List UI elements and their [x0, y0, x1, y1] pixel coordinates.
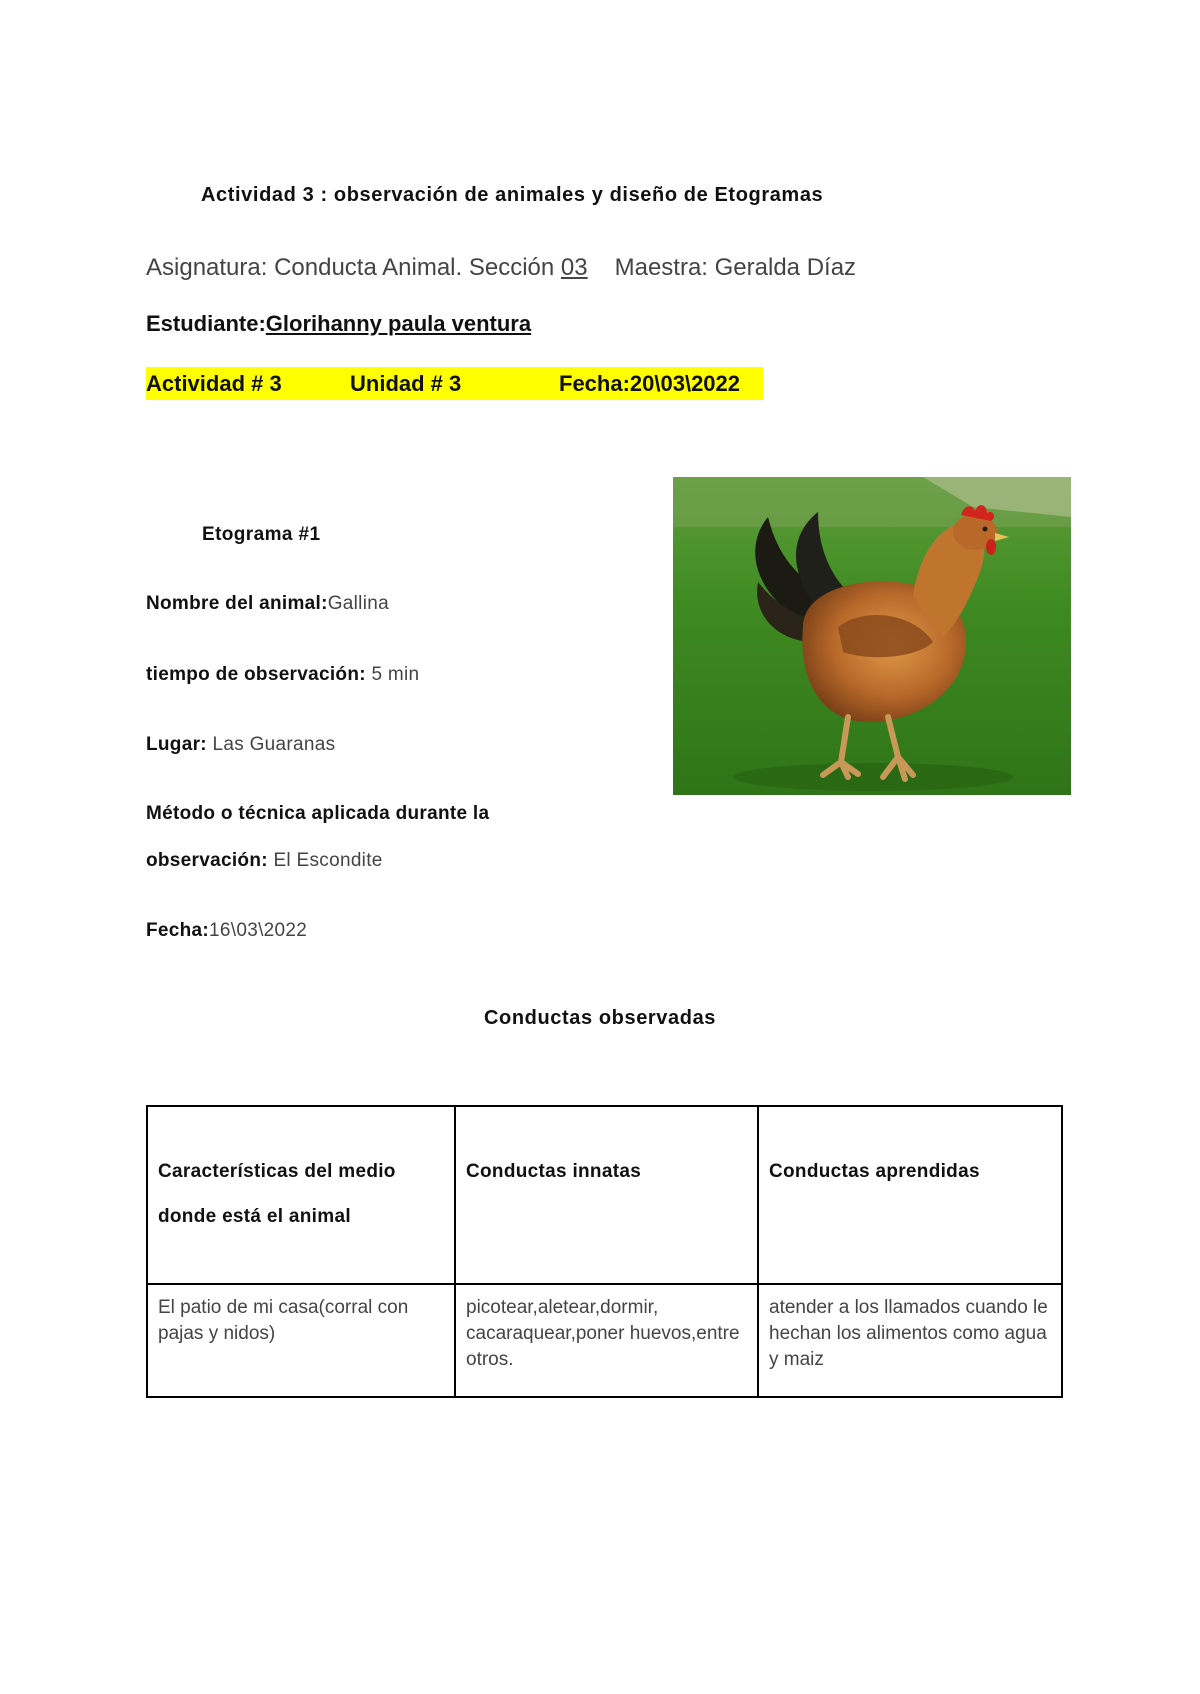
method-field — [146, 850, 383, 872]
student-label: Estudiante: — [146, 311, 266, 336]
table-header-row — [147, 1106, 1062, 1284]
animal-name-value: Gallina — [327, 593, 389, 614]
hen-photo — [673, 477, 1071, 795]
student-name: Glorihanny paula ventura — [265, 311, 532, 336]
method-label-cont: observación: — [146, 850, 268, 871]
student-line — [146, 311, 531, 337]
animal-name-field — [146, 593, 389, 615]
subject-line — [146, 254, 856, 282]
cell-learned: atender a los llamados cuando le hechan los alimentos como agua y maiz — [758, 1284, 1062, 1397]
activity-number: Actividad # 3 — [146, 371, 282, 396]
header-innate: Conductas innatas — [466, 1161, 642, 1182]
method-label: Método o técnica aplicada durante la — [146, 803, 490, 824]
observation-time-label: tiempo de observación: — [146, 664, 366, 685]
animal-name-label: Nombre del animal: — [146, 593, 328, 614]
place-label: Lugar: — [146, 734, 207, 755]
place-value: Las Guaranas — [206, 734, 336, 755]
observation-date-value: 16\03\2022 — [209, 920, 308, 941]
cell-environment: El patio de mi casa(corral con pajas y nidos) — [147, 1284, 455, 1397]
subject-label: Asignatura: Conducta Animal. Sección — [146, 254, 561, 281]
place-field — [146, 734, 335, 756]
observation-time-value: 5 min — [365, 664, 420, 685]
table-header-cell — [455, 1106, 758, 1284]
observation-time-field — [146, 664, 419, 686]
section-title: Conductas observadas — [483, 1007, 717, 1029]
cell-innate: picotear,aletear,dormir, cacaraquear,poner huevos,entre otros. — [455, 1284, 758, 1397]
header-learned: Conductas aprendidas — [769, 1161, 980, 1182]
observation-date-label: Fecha: — [146, 920, 210, 941]
observation-date-field — [146, 920, 307, 942]
method-value: El Escondite — [267, 850, 383, 871]
header-environment: Características del medio donde está el animal — [158, 1161, 396, 1227]
behaviors-table — [146, 1105, 1063, 1398]
method-label-line — [146, 803, 489, 825]
unit-number: Unidad # 3 — [350, 371, 462, 396]
document-title: Actividad 3 : observación de animales y diseño de Etogramas — [201, 184, 824, 206]
table-row — [147, 1284, 1062, 1397]
section-number: 03 — [560, 254, 588, 281]
etogram-title: Etograma #1 — [202, 524, 321, 545]
hen-illustration — [673, 477, 1071, 795]
table-header-cell — [758, 1106, 1062, 1284]
activity-date: Fecha:20\03\2022 — [559, 371, 741, 396]
table-header-cell — [147, 1106, 455, 1284]
teacher-label: Maestra: Geralda Díaz — [614, 254, 857, 281]
highlighted-info-bar — [146, 367, 763, 400]
